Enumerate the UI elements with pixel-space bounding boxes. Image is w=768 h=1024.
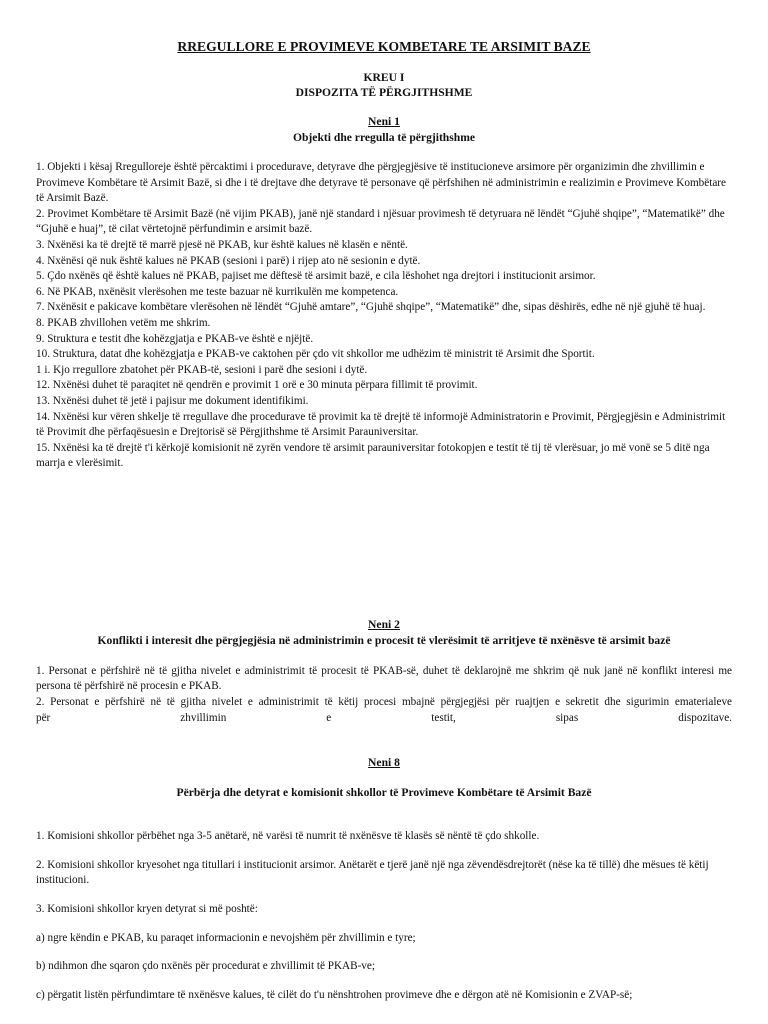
article-2-items bbox=[36, 664, 732, 726]
article-2-title: Konflikti i interesit dhe përgjegjësia në administrimin e procesit të vlerësimit të arritjeve të nxënësve të arsimit bazë bbox=[97, 633, 671, 647]
article-1-item: 10. Struktura, datat dhe kohëzgjatja e PKAB-ve caktohen për çdo vit shkollor me udhëzim të ministrit të Arsimit dhe Sportit. bbox=[36, 348, 595, 361]
word: zhvillimin bbox=[180, 711, 227, 724]
article-1-item: 9. Struktura e testit dhe kohëzgjatja e PKAB-ve është e njëjtë. bbox=[36, 332, 314, 345]
article-1-title: Objekti dhe rregulla të përgjithshme bbox=[292, 131, 476, 144]
article-1-item: 5. Çdo nxënës që është kalues në PKAB, pajiset me dëftesë të arsimit bazë, e cila lëshohet nga drejtori i institucionit arsimor. bbox=[36, 270, 596, 283]
article-1-item: 8. PKAB zhvillohen vetëm me shkrim. bbox=[36, 316, 211, 329]
document-title: RREGULLORE E PROVIMEVE KOMBETARE TE ARSIMIT BAZE bbox=[177, 39, 591, 54]
article-8-item: 3. Komisioni shkollor kryen detyrat si më poshtë: bbox=[36, 903, 258, 916]
article-1-items bbox=[36, 160, 732, 472]
article-1-item: 4. Nxënësi që nuk është kalues në PKAB (sesioni i parë) i rijep ato në sesionin e dytë. bbox=[36, 254, 421, 267]
word: për bbox=[36, 711, 51, 724]
article-1-item: 1. Objekti i kësaj Rregulloreje është përcaktimi i procedurave, detyrave dhe përgjegjësive të institucioneve arsimore për organizimin dhe zhvillimin e Provimeve Kombëtare të Arsimit Bazë, si dhe i të drejtave dhe detyrave të personave që përfshihen në administrimin e realizimin e Provimeve Kombëtare të Arsimit Bazë. bbox=[36, 161, 726, 205]
article-8-item: 2. Komisioni shkollor kryesohet nga titullari i institucionit arsimor. Anëtarët e tjerë janë një nga zëvendësdrejtorët (nëse ka të tillë) dhe mësues të këtij institucioni. bbox=[36, 858, 709, 887]
article-2-item: 1. Personat e përfshirë në të gjitha nivelet e administrimit të procesit të PKAB-së, duhet të deklarojnë me shkrim që nuk janë në konflikt interesi me persona të përfshirë në procesin e PKAB. bbox=[36, 664, 732, 693]
word: sipas bbox=[555, 711, 579, 724]
article-1-item: 14. Nxënësi kur vëren shkelje të rregullave dhe procedurave të provimit ka të drejtë të informojë Administratorin e Provimit, Përgjegjësin e Administrimit të Provimit dhe përfaqësuesin e Drejtorisë së Përgjithshme të Arsimit Parauniversitar. bbox=[36, 410, 726, 439]
article-8-title: Përbërja dhe detyrat e komisionit shkollor të Provimeve Kombëtare të Arsimit Bazë bbox=[176, 786, 592, 800]
article-8-label: Neni 8 bbox=[368, 756, 400, 770]
article-8-item: b) ndihmon dhe sqaron çdo nxënës për procedurat e zhvillimit të PKAB-ve; bbox=[36, 960, 375, 973]
article-1-item: 12. Nxënësi duhet të paraqitet në qendrën e provimit 1 orë e 30 minuta përpara fillimit të provimit. bbox=[36, 379, 478, 392]
word: dispozitave. bbox=[678, 711, 732, 724]
document-body bbox=[36, 38, 732, 1016]
chapter-title: DISPOZITA TË PËRGJITHSHME bbox=[295, 86, 473, 99]
article-1-item: 13. Nxënësi duhet të jetë i pajisur me dokument identifikimi. bbox=[36, 394, 309, 407]
article-1-item: 2. Provimet Kombëtare të Arsimit Bazë (në vijim PKAB), janë një standard i njësuar provimesh të detyruara në lëndët “Gjuhë shqipe”, “Matematikë” dhe “Gjuhë e huaj”, të cilat vërtetojnë përfundimin e arsimit bazë. bbox=[36, 207, 725, 236]
article-1-item: 1 i. Kjo rregullore zbatohet për PKAB-të, sesioni i parë dhe sesioni i dytë. bbox=[36, 363, 368, 376]
article-1-item: 15. Nxënësi ka të drejtë t'i kërkojë komisionit në zyrën vendore të arsimit parauniversitar fotokopjen e testit të tij të vlerësuar, jo më vonë se 5 ditë nga marrja e vlerësimit. bbox=[36, 441, 710, 470]
article-1-label: Neni 1 bbox=[368, 115, 400, 128]
article-1-item: 6. Në PKAB, nxënësit vlerësohen me teste bazuar në kurrikulën me kompetenca. bbox=[36, 285, 399, 298]
article-1-item: 7. Nxënësit e pakicave kombëtare vlerësohen në lëndët “Gjuhë amtare”, “Gjuhë shqipe”, “Matematikë” dhe, sipas dëshirës, edhe në një gjuhë të huaj. bbox=[36, 301, 706, 314]
article-2-label: Neni 2 bbox=[368, 617, 400, 631]
article-8-item: c) përgatit listën përfundimtare të nxënësve kalues, të cilët do t'u nënshtrohen provimeve dhe e dërgon atë në Komisionin e ZVAP-së; bbox=[36, 988, 633, 1001]
article-8-items bbox=[36, 829, 732, 1003]
chapter-label: KREU I bbox=[363, 71, 405, 84]
article-8-item: 1. Komisioni shkollor përbëhet nga 3-5 anëtarë, në varësi të numrit të nxënësve të klasës së nëntë të çdo shkolle. bbox=[36, 830, 540, 843]
article-2-item: 2. Personat e përfshirë në të gjitha nivelet e administrimit të këtij procesi mbajnë përgjegjësi për ruajtjen e sekretit dhe sigurimin ematerialeve bbox=[36, 696, 732, 709]
word: testit, bbox=[431, 711, 456, 724]
article-1-item: 3. Nxënësi ka të drejtë të marrë pjesë në PKAB, kur është kalues në klasën e nëntë. bbox=[36, 238, 408, 251]
article-8-item: a) ngre këndin e PKAB, ku paraqet informacionin e nevojshëm për zhvillimin e tyre; bbox=[36, 931, 416, 944]
word: e bbox=[326, 711, 332, 724]
article-2-item-continuation bbox=[36, 711, 732, 727]
